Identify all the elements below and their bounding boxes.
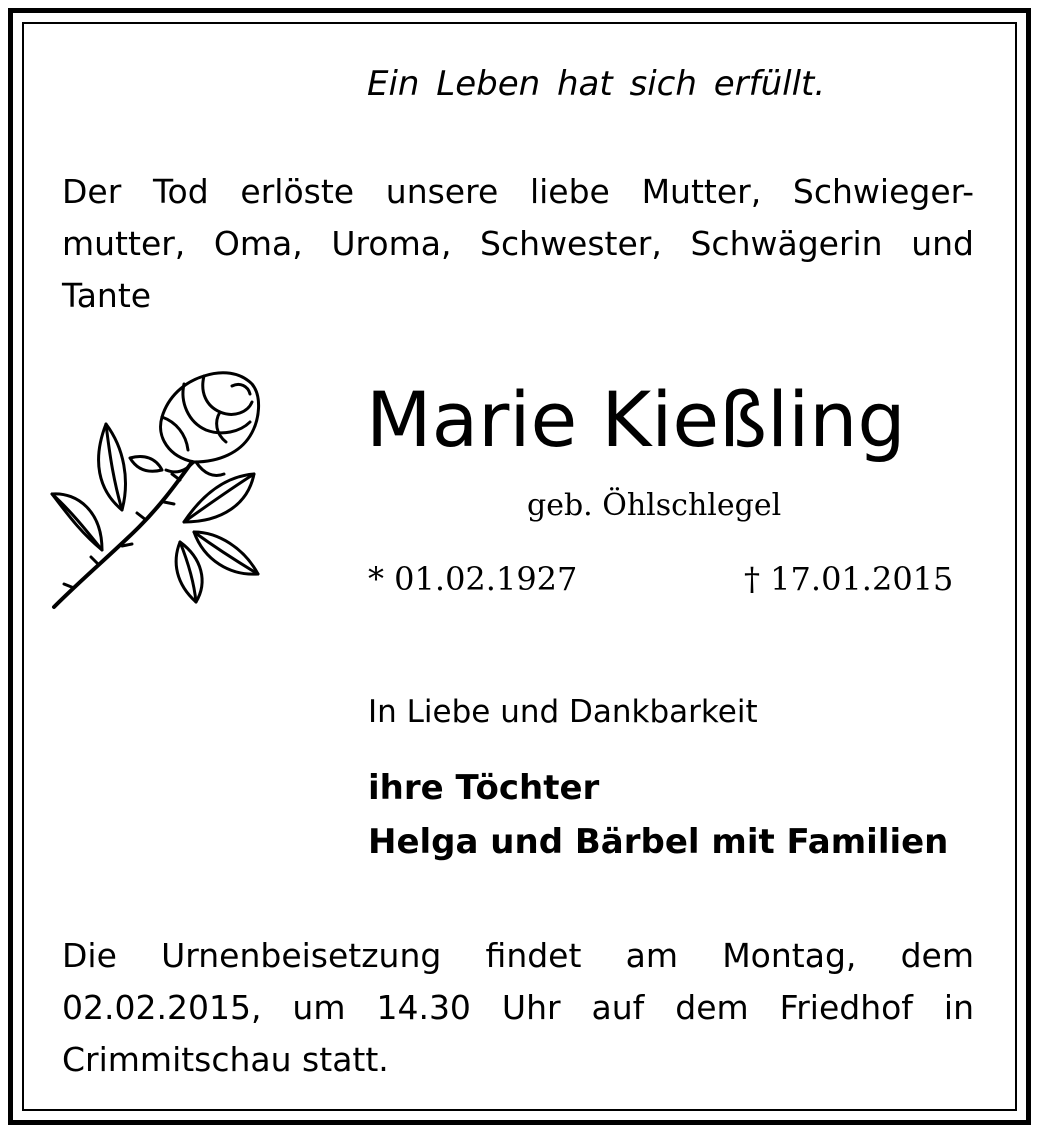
intro-line: Tante [62,276,152,315]
motto: Ein Leben hat sich erfüllt. [367,64,826,104]
funeral-line: Die Urnenbeisetzung findet am Montag, dem [62,936,974,975]
death-date: † 17.01.2015 [744,560,954,598]
funeral-paragraph [62,930,974,1086]
funeral-line: Crimmitschau statt. [62,1040,389,1079]
funeral-line: 02.02.2015, um 14.30 Uhr auf dem Friedhof in [62,988,974,1027]
intro-paragraph [62,166,974,322]
intro-line: mutter, Oma, Uroma, Schwester, Schwägerin und [62,224,974,263]
family-line: Helga und Bärbel mit Familien [368,822,949,862]
family-line: ihre Töchter [368,768,600,808]
deceased-name: Marie Kießling [366,375,906,464]
thanks-line: In Liebe und Dankbarkeit [368,694,758,730]
maiden-name: geb. Öhlschlegel [527,488,782,523]
birth-date: * 01.02.1927 [368,560,578,598]
intro-line: Der Tod erlöste unsere liebe Mutter, Schwieger- [62,172,974,211]
rose-icon [44,362,266,614]
